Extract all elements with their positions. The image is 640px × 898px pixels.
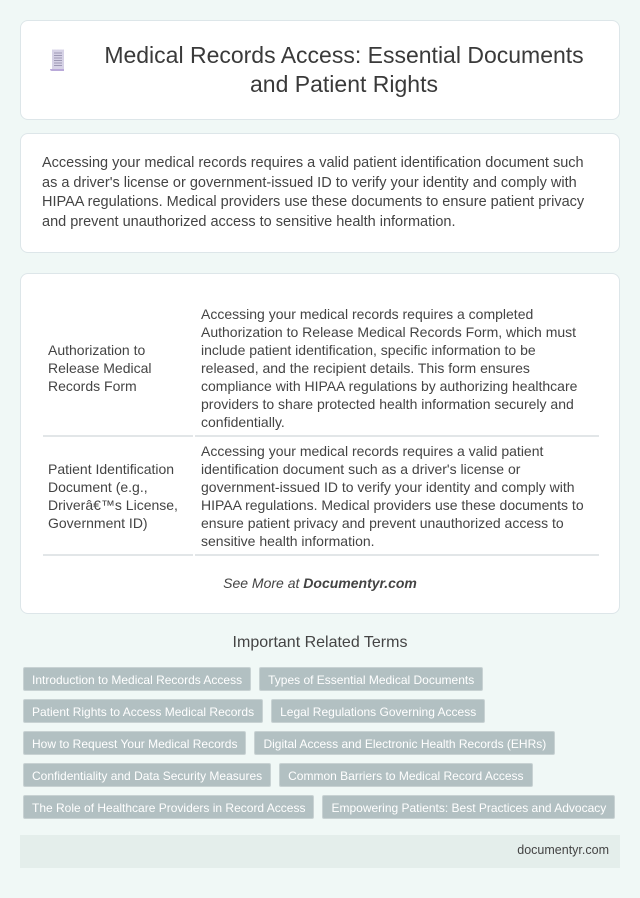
related-term-tag[interactable]: Patient Rights to Access Medical Records <box>23 699 263 723</box>
documents-table-card <box>20 273 620 614</box>
documents-table <box>43 300 599 556</box>
term-cell: Patient Identification Document (e.g., Driverâ€™s License, Government ID) <box>43 437 193 556</box>
related-term-tag[interactable]: Confidentiality and Data Security Measures <box>23 763 271 787</box>
related-term-tag[interactable]: Digital Access and Electronic Health Records (EHRs) <box>254 731 555 755</box>
description-cell: Accessing your medical records requires a completed Authorization to Release Medical Records Form, which must include patient identification, specific information to be released, and the recipient details. This form ensures compliance with HIPAA regulations by authorizing healthcare providers to share protected health information securely and confidentially. <box>195 300 599 437</box>
description-cell: Accessing your medical records requires a valid patient identification document such as a driver's license or government-issued ID to verify your identity and comply with HIPAA regulations. Medical providers use these documents to ensure patient privacy and prevent unauthorized access to sensitive health information. <box>195 437 599 556</box>
intro-card <box>20 133 620 253</box>
related-terms-list <box>23 667 619 819</box>
related-term-tag[interactable]: Introduction to Medical Records Access <box>23 667 251 691</box>
page-title: Medical Records Access: Essential Documents and Patient Rights <box>104 42 584 97</box>
related-term-tag[interactable]: Common Barriers to Medical Record Access <box>279 763 532 787</box>
related-term-tag[interactable]: Legal Regulations Governing Access <box>271 699 485 723</box>
title-card <box>20 20 620 120</box>
title-wrap <box>21 21 619 119</box>
see-more-prefix: See More at <box>223 575 304 591</box>
related-term-tag[interactable]: The Role of Healthcare Providers in Record Access <box>23 795 314 819</box>
footer <box>20 835 620 868</box>
see-more-link[interactable] <box>21 575 619 591</box>
table-row <box>43 300 599 437</box>
table-row <box>43 437 599 556</box>
related-term-tag[interactable]: Empowering Patients: Best Practices and Advocacy <box>322 795 615 819</box>
related-term-tag[interactable]: How to Request Your Medical Records <box>23 731 246 755</box>
related-term-tag[interactable]: Types of Essential Medical Documents <box>259 667 483 691</box>
related-terms-heading: Important Related Terms <box>232 634 408 651</box>
intro-text: Accessing your medical records requires a valid patient identification document such as a driver's license or government-issued ID to verify your identity and comply with HIPAA regulations. Medical providers use these documents to ensure patient privacy and prevent unauthorized access to sensitive health information. <box>42 155 585 230</box>
see-more-site[interactable]: Documentyr.com <box>303 575 417 591</box>
term-cell: Authorization to Release Medical Records Form <box>43 300 193 437</box>
footer-site-link[interactable]: documentyr.com <box>517 843 609 857</box>
